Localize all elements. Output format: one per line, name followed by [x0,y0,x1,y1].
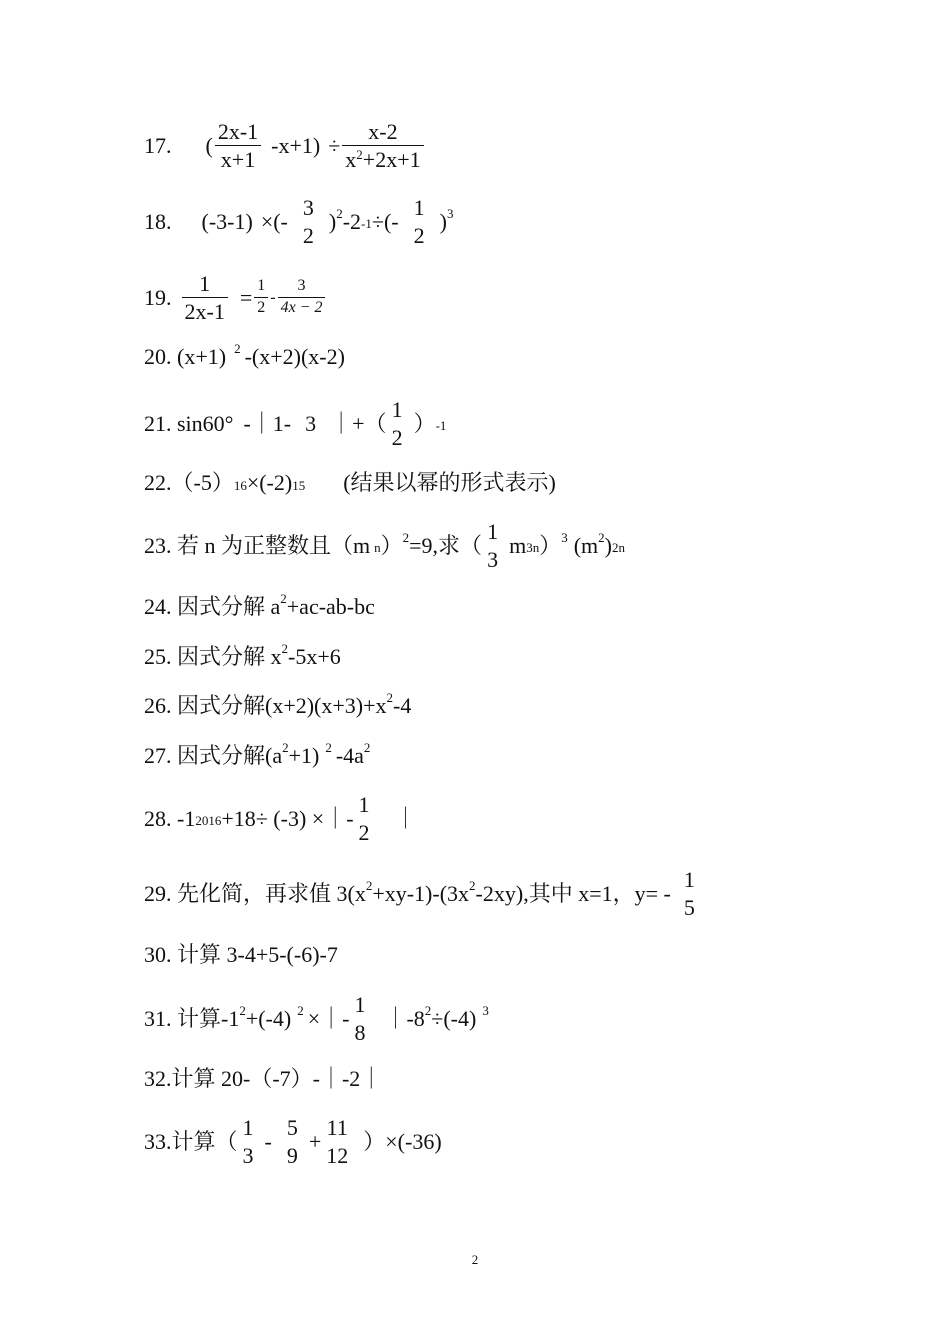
fraction: $\frac{1}{2}$ [254,278,268,317]
problem-21: 21. sin60° -｜1- 3 ｜+（ 1 2 ） -1 [144,397,447,451]
problem-33: 33.计算（ 1 3 - 5 9 + 11 12 ）×(-36) [144,1115,442,1169]
problem-number: 19. [144,284,172,310]
problem-31: 31. 计算-1 $^2$ +(-4) $^2$ ×｜- 1 8 ｜-8 $^2$ ÷(-4) $^3$ [144,992,489,1046]
fraction: $\frac{2x-1}{x+1}$ [215,120,261,171]
problem-18: 18. (-3-1) ×(- 3 2 ) $^2$ -2 -1 ÷(- 1 2 ) $^3$ [144,195,454,249]
fraction: 1 2 [391,397,403,451]
problem-30: 30. 计算 3-4+5-(-6)-7 [144,942,338,967]
page-number: 2 [471,1252,479,1267]
fraction: 1 2 [358,792,370,846]
problem-23: 23. 若 n 为正整数且（m n ） $^2$ =9,求（ 1 3 m 3n ） $^3$ (m $^2$ ) 2n [144,519,625,573]
fraction: $\frac{3}{4x - 2}$ [278,278,326,317]
problem-number: 18. [144,208,172,234]
problem-24: 24. 因式分解 a $^2$ +ac-ab-bc [144,591,375,619]
problem-22: 22.（-5） 16 ×(-2) 15 (结果以幂的形式表示) [144,470,556,495]
problem-number: 17. [144,132,172,158]
problem-20: 20. (x+1) $^2$ -(x+2)(x-2) [144,341,345,369]
problem-25: 25. 因式分解 x $^2$ -5x+6 [144,641,341,669]
problem-27: 27. 因式分解(a $^2$ +1) $^2$ -4a $^2$ [144,740,371,768]
problem-19: 19. $\frac{1}{2x-1}$ = $\frac{1}{2}$ - $\frac{3}{4x - 2}$ [144,272,327,323]
fraction: 1 3 [487,519,499,573]
problem-26: 26. 因式分解(x+2)(x+3)+x $^2$ -4 [144,690,412,718]
problem-29: 29. 先化简，再求值 3(x $^2$ +xy-1)-(3x $^2$ -2xy),其中 x=1，y= - 1 5 [144,868,700,919]
fraction: 3 2 [302,195,314,249]
fraction: 1 8 [354,992,366,1046]
problem-28: 28. -1 2016 +18÷ (-3) ×｜- 1 2 ｜ [144,792,417,846]
fraction: 1 2 [413,195,425,249]
fraction: 11 12 [326,1115,349,1169]
problem-17: 17. ( $\frac{2x-1}{x+1}$ -x+1) ÷ $\frac{x-2}{x^2+2x+1}$ [144,120,426,171]
fraction: 1 5 [683,867,695,921]
fraction: $\frac{x-2}{x^2+2x+1}$ [342,120,423,171]
fraction: 5 9 [286,1115,298,1169]
problem-32: 32.计算 20-（-7）-｜-2｜ [144,1066,383,1091]
fraction: $\frac{1}{2x-1}$ [182,272,228,323]
fraction: 1 3 [242,1115,254,1169]
